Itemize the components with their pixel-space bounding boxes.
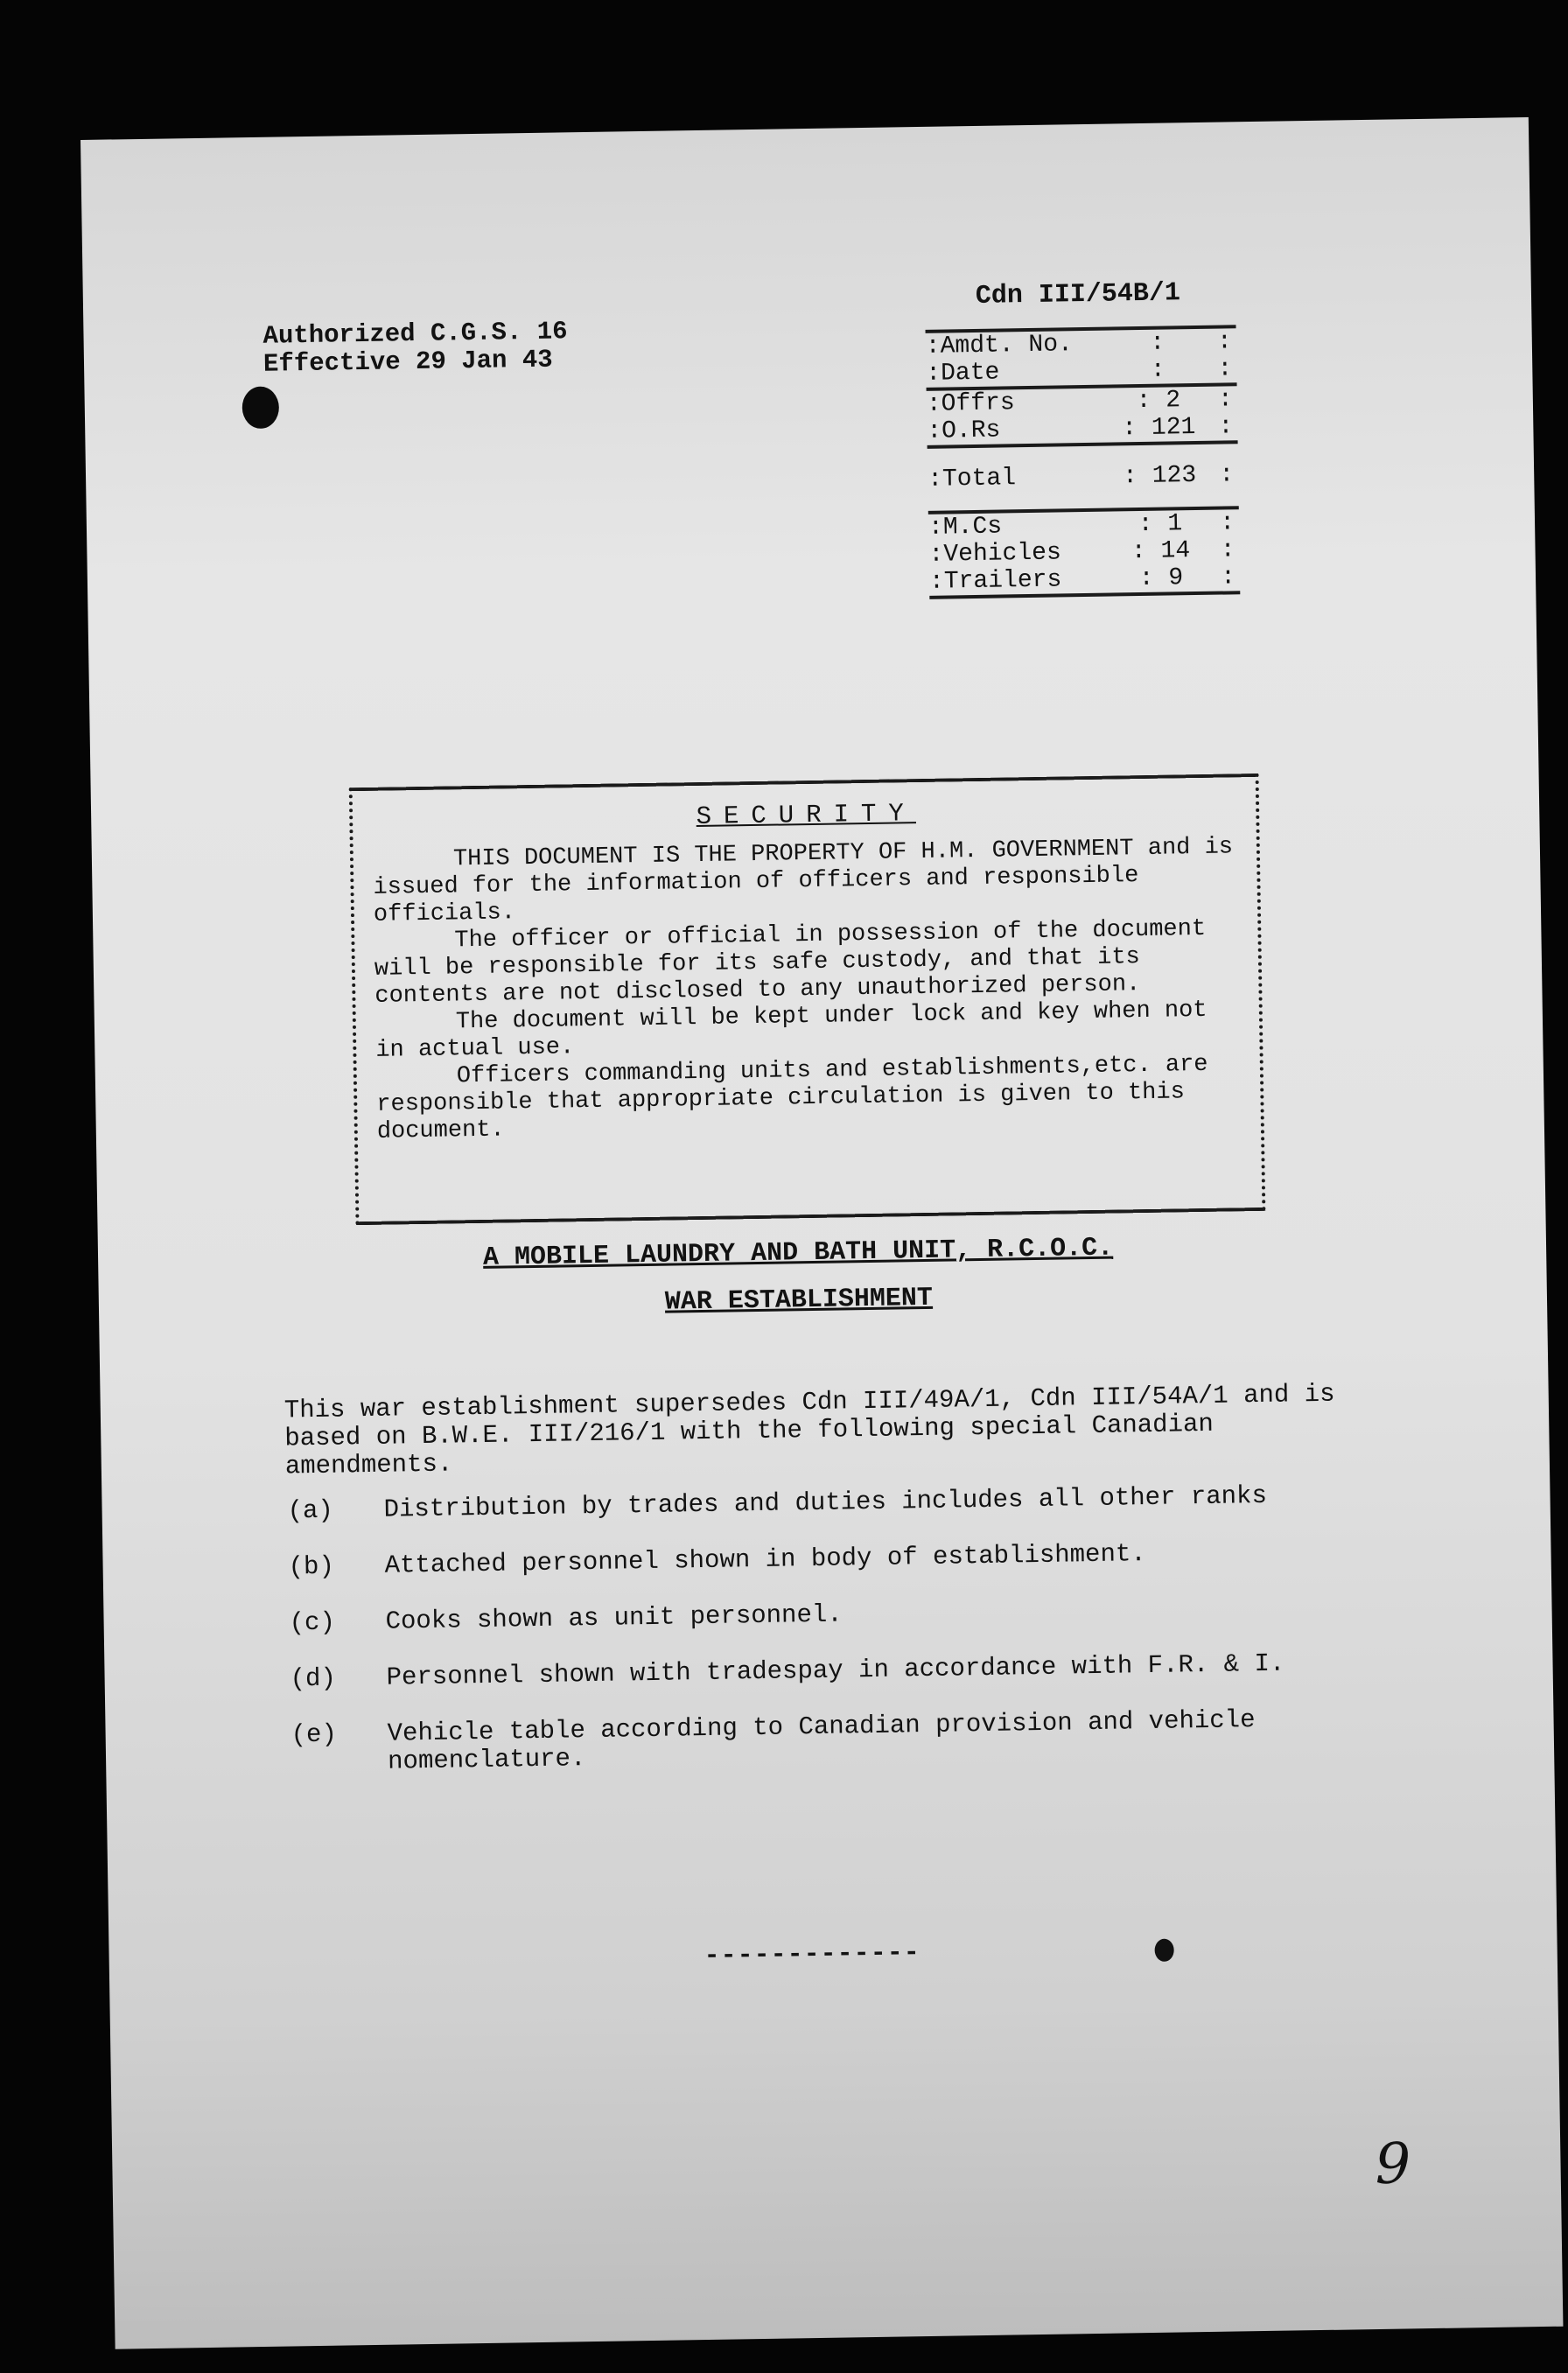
list-item xyxy=(288,1536,1452,1582)
row-label: :M.Cs xyxy=(928,513,1003,542)
row-label: :O.Rs xyxy=(927,416,1001,445)
item-text: Attached personnel shown in body of establishment. xyxy=(384,1539,1146,1580)
row-label: :Offrs xyxy=(926,389,1015,418)
list-item xyxy=(287,1480,1451,1526)
item-letter: (e) xyxy=(290,1719,338,1750)
authorized-line: Authorized C.G.S. 16 xyxy=(262,317,568,351)
list-item xyxy=(290,1648,1453,1694)
row-value: : 2 xyxy=(1136,387,1181,416)
item-letter: (a) xyxy=(287,1495,334,1526)
punch-hole-mark xyxy=(242,386,279,429)
strength-table xyxy=(926,325,1241,599)
row-label: :Date xyxy=(926,359,1000,388)
row-separator: : xyxy=(1150,329,1166,357)
row-label: :Amdt. No. xyxy=(925,331,1074,360)
row-end: : xyxy=(1220,536,1236,564)
row-value: : 1 xyxy=(1138,510,1183,539)
item-text: Vehicle table according to Canadian provision and vehicle nomenclature. xyxy=(387,1705,1256,1776)
row-value: : 123 xyxy=(1122,462,1197,491)
ink-smudge xyxy=(1154,1939,1173,1962)
row-end: : xyxy=(1218,413,1234,441)
row-value: : 121 xyxy=(1122,414,1196,443)
security-paragraph: THIS DOCUMENT IS THE PROPERTY OF H.M. GOVERNMENT and is issued for the information of officers and responsible officials. xyxy=(373,834,1234,928)
row-end: : xyxy=(1219,509,1236,537)
table-row xyxy=(929,564,1240,596)
amendments-list xyxy=(287,1480,1455,1806)
document-page xyxy=(80,117,1563,2349)
security-paragraph: Officers commanding units and establishments,etc. are responsible that appropriate circulation is given to this document. xyxy=(376,1051,1208,1145)
list-item xyxy=(289,1592,1452,1638)
security-title: SECURITY xyxy=(696,799,917,832)
item-letter: (d) xyxy=(290,1663,337,1694)
row-end: : xyxy=(1216,328,1233,356)
row-end: : xyxy=(1219,461,1235,489)
security-paragraph: The officer or official in possession of the document will be responsible for its safe custody, and that its contents are not disclosed to any unauthorized person. xyxy=(374,915,1207,1010)
row-value: : 14 xyxy=(1130,537,1191,566)
end-rule: ------------- xyxy=(704,1938,920,1972)
row-label: :Vehicles xyxy=(928,539,1062,569)
security-notice-box xyxy=(349,774,1266,1225)
item-letter: (c) xyxy=(289,1607,336,1638)
row-value: : 9 xyxy=(1138,564,1184,593)
unit-title: A MOBILE LAUNDRY AND BATH UNIT, R.C.O.C. xyxy=(482,1233,1114,1273)
handwritten-page-number: 9 xyxy=(1374,2132,1411,2198)
row-end: : xyxy=(1217,355,1233,383)
intro-paragraph: This war establishment supersedes Cdn III/49A/1, Cdn III/54A/1 and is based on B.W.E. III/216/1 with the following special Canadian amendments. xyxy=(284,1379,1335,1481)
security-paragraph: The document will be kept under lock and key when not in actual use. xyxy=(375,997,1208,1064)
table-row xyxy=(926,355,1236,388)
item-text: Distribution by trades and duties includes all other ranks xyxy=(383,1480,1268,1524)
row-separator: : xyxy=(1150,356,1166,384)
list-item xyxy=(290,1704,1455,1778)
effective-date-line: Effective 29 Jan 43 xyxy=(262,345,553,379)
row-end: : xyxy=(1217,386,1234,414)
table-row xyxy=(928,461,1238,494)
row-end: : xyxy=(1220,564,1236,592)
item-letter: (b) xyxy=(288,1551,335,1582)
row-label: :Total xyxy=(927,465,1017,494)
war-establishment-heading: WAR ESTABLISHMENT xyxy=(664,1283,934,1318)
authorization-block xyxy=(262,318,568,378)
table-row xyxy=(927,413,1237,445)
item-text: Personnel shown with tradespay in accordance with F.R. & I. xyxy=(386,1648,1285,1692)
row-label: :Trailers xyxy=(928,566,1062,596)
document-number: Cdn III/54B/1 xyxy=(975,278,1181,312)
item-text: Cooks shown as unit personnel. xyxy=(385,1600,843,1636)
